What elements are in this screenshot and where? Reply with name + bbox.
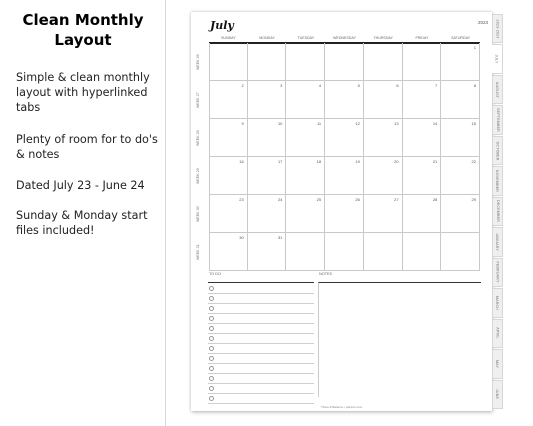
todo-line[interactable] bbox=[208, 314, 314, 324]
calendar-day-cell[interactable] bbox=[364, 233, 403, 271]
promo-bullet-1: Simple & clean monthly layout with hyperlinked tabs bbox=[16, 71, 150, 114]
notes-label: NOTES bbox=[319, 272, 333, 276]
tab-july[interactable] bbox=[492, 44, 503, 73]
weekday-friday: FRIDAY bbox=[415, 36, 429, 40]
todo-line[interactable] bbox=[208, 354, 314, 364]
calendar-day-cell[interactable] bbox=[286, 233, 325, 271]
calendar-day-cell[interactable] bbox=[403, 233, 442, 271]
tab-label: SEPTEMBER bbox=[495, 108, 500, 133]
tab-label: JANUARY bbox=[495, 232, 500, 251]
tab-label: MAY bbox=[495, 359, 500, 368]
page-footer: ©Sew & Balance • planner.com bbox=[320, 405, 363, 409]
tab-label: OCTOBER bbox=[495, 141, 500, 161]
day-number: 23 bbox=[239, 197, 244, 202]
checkbox-circle-icon[interactable] bbox=[209, 306, 214, 311]
calendar-day-cell[interactable] bbox=[403, 157, 442, 195]
checkbox-circle-icon[interactable] bbox=[209, 356, 214, 361]
weekday-monday: MONDAY bbox=[259, 36, 275, 40]
tab-june[interactable] bbox=[492, 380, 503, 409]
day-number: 31 bbox=[277, 235, 283, 240]
weekday-thursday: THURSDAY bbox=[373, 36, 393, 40]
calendar-day-cell[interactable] bbox=[325, 233, 364, 271]
calendar-day-cell[interactable] bbox=[209, 195, 248, 233]
calendar-day-cell[interactable] bbox=[325, 43, 364, 81]
todo-label: TO DO bbox=[209, 272, 221, 276]
tab-label: DECEMBER bbox=[495, 200, 500, 223]
day-number: 10 bbox=[277, 121, 283, 126]
calendar-day-cell[interactable] bbox=[286, 43, 325, 81]
calendar-grid bbox=[209, 43, 480, 271]
day-number: 4 bbox=[318, 83, 322, 88]
planner-page bbox=[191, 12, 492, 411]
checkbox-circle-icon[interactable] bbox=[209, 296, 214, 301]
tab-label: JUNE bbox=[495, 389, 500, 400]
promo-panel bbox=[0, 0, 166, 426]
promo-title-line1: Clean Monthly bbox=[22, 11, 144, 29]
tab-august[interactable] bbox=[492, 75, 503, 104]
todo-line[interactable] bbox=[208, 374, 314, 384]
tab-april[interactable] bbox=[492, 319, 503, 348]
day-number: 3 bbox=[280, 83, 283, 88]
day-number: 29 bbox=[471, 197, 476, 202]
notes-area[interactable] bbox=[318, 282, 481, 397]
tab-january[interactable] bbox=[492, 227, 503, 256]
tab-label: APRIL bbox=[495, 327, 500, 340]
todo-line[interactable] bbox=[208, 364, 314, 374]
calendar-day-cell[interactable] bbox=[441, 195, 480, 233]
day-number: 6 bbox=[396, 83, 399, 88]
day-number: 21 bbox=[432, 159, 438, 164]
calendar-day-cell[interactable] bbox=[403, 119, 442, 157]
calendar-day-cell[interactable] bbox=[209, 157, 248, 195]
tab-december[interactable] bbox=[492, 197, 503, 226]
promo-title bbox=[0, 10, 166, 50]
day-number: 28 bbox=[432, 197, 438, 202]
calendar-day-cell[interactable] bbox=[209, 81, 248, 119]
checkbox-circle-icon[interactable] bbox=[209, 386, 214, 391]
calendar-day-cell[interactable] bbox=[286, 81, 325, 119]
calendar-day-cell[interactable] bbox=[325, 81, 364, 119]
tab-label: JULY bbox=[494, 54, 499, 64]
weekday-sunday: SUNDAY bbox=[220, 36, 236, 40]
month-tabs bbox=[492, 14, 504, 410]
day-number: 11 bbox=[316, 121, 322, 126]
calendar-day-cell[interactable] bbox=[248, 195, 287, 233]
day-number: 17 bbox=[277, 159, 283, 164]
todo-line[interactable] bbox=[208, 394, 314, 404]
day-number: 30 bbox=[239, 235, 244, 240]
day-number: 13 bbox=[394, 121, 399, 126]
day-number: 5 bbox=[357, 83, 360, 88]
day-number: 14 bbox=[432, 121, 438, 126]
todo-line[interactable] bbox=[208, 324, 314, 334]
tab-label: MARCH bbox=[495, 295, 500, 310]
calendar-day-cell[interactable] bbox=[325, 195, 364, 233]
week-label: WEEK 28 bbox=[196, 130, 200, 146]
checkbox-circle-icon[interactable] bbox=[209, 366, 214, 371]
day-number: 2 bbox=[241, 83, 244, 88]
checkbox-circle-icon[interactable] bbox=[209, 396, 214, 401]
day-number: 27 bbox=[394, 197, 399, 202]
todo-line[interactable] bbox=[208, 294, 314, 304]
panel-divider bbox=[165, 0, 166, 426]
todo-line[interactable] bbox=[208, 304, 314, 314]
day-number: 26 bbox=[355, 197, 360, 202]
year-label: 2023 bbox=[477, 20, 488, 25]
tab-label: AUGUST bbox=[495, 81, 500, 98]
calendar-day-cell[interactable] bbox=[364, 195, 403, 233]
calendar-day-cell[interactable] bbox=[286, 195, 325, 233]
calendar-day-cell[interactable] bbox=[403, 195, 442, 233]
checkbox-circle-icon[interactable] bbox=[209, 286, 214, 291]
weekday-tuesday: TUESDAY bbox=[297, 36, 315, 40]
calendar-day-cell[interactable] bbox=[248, 43, 287, 81]
calendar-day-cell[interactable] bbox=[325, 119, 364, 157]
tab-november[interactable] bbox=[492, 166, 503, 195]
calendar-day-cell[interactable] bbox=[441, 81, 480, 119]
calendar-day-cell[interactable] bbox=[248, 119, 287, 157]
tab-october[interactable] bbox=[492, 136, 503, 165]
checkbox-circle-icon[interactable] bbox=[209, 346, 214, 351]
promo-bullet-3: Dated July 23 - June 24 bbox=[16, 179, 145, 192]
calendar-day-cell[interactable] bbox=[248, 233, 287, 271]
calendar-day-cell[interactable] bbox=[209, 43, 248, 81]
day-number: 18 bbox=[316, 159, 322, 164]
tab-february[interactable] bbox=[492, 258, 503, 287]
calendar-day-cell[interactable] bbox=[403, 43, 442, 81]
month-title: July bbox=[210, 19, 234, 32]
week-label: WEEK 29 bbox=[196, 168, 200, 184]
calendar-day-cell[interactable] bbox=[441, 43, 480, 81]
calendar-day-cell[interactable] bbox=[248, 81, 287, 119]
tab-may[interactable] bbox=[492, 349, 503, 378]
todo-line[interactable] bbox=[208, 334, 314, 344]
calendar-day-cell[interactable] bbox=[248, 157, 287, 195]
week-label: WEEK 26 bbox=[196, 54, 200, 70]
calendar-day-cell[interactable] bbox=[441, 233, 480, 271]
todo-rule bbox=[208, 282, 314, 283]
calendar-day-cell[interactable] bbox=[403, 81, 442, 119]
day-number: 12 bbox=[355, 121, 360, 126]
promo-bullet-2: Plenty of room for to do's & notes bbox=[16, 133, 158, 161]
weekday-saturday: SATURDAY bbox=[451, 36, 471, 40]
checkbox-circle-icon[interactable] bbox=[209, 316, 214, 321]
calendar-day-cell[interactable] bbox=[286, 119, 325, 157]
weekday-wednesday: WEDNESDAY bbox=[333, 36, 356, 40]
week-label: WEEK 27 bbox=[196, 92, 200, 108]
day-number: 24 bbox=[277, 197, 283, 202]
day-number: 8 bbox=[473, 83, 476, 88]
day-number: 16 bbox=[239, 159, 244, 164]
tab-march[interactable] bbox=[492, 288, 503, 317]
day-number: 19 bbox=[355, 159, 360, 164]
todo-line[interactable] bbox=[208, 384, 314, 394]
tab-label: 2023-2024 bbox=[495, 19, 500, 39]
tab-label: FEBRUARY bbox=[495, 261, 500, 283]
week-label: WEEK 31 bbox=[196, 244, 200, 260]
calendar-day-cell[interactable] bbox=[441, 119, 480, 157]
calendar-day-cell[interactable] bbox=[364, 157, 403, 195]
promo-bullet-4: Sunday & Monday start files included! bbox=[16, 209, 148, 237]
todo-line[interactable] bbox=[208, 344, 314, 354]
promo-title-line2: Layout bbox=[54, 31, 112, 49]
calendar-day-cell[interactable] bbox=[364, 43, 403, 81]
calendar-day-cell[interactable] bbox=[209, 233, 248, 271]
tab-september[interactable] bbox=[492, 105, 503, 134]
tab-2023-2024[interactable] bbox=[492, 14, 503, 43]
day-number: 15 bbox=[471, 121, 476, 126]
calendar-day-cell[interactable] bbox=[364, 81, 403, 119]
day-number: 25 bbox=[316, 197, 322, 202]
calendar-day-cell[interactable] bbox=[286, 157, 325, 195]
day-number: 22 bbox=[471, 159, 476, 164]
calendar-day-cell[interactable] bbox=[364, 119, 403, 157]
day-number: 9 bbox=[241, 121, 244, 126]
tab-label: NOVEMBER bbox=[495, 169, 500, 193]
calendar-day-cell[interactable] bbox=[209, 119, 248, 157]
week-label: WEEK 30 bbox=[196, 206, 200, 222]
day-number: 1 bbox=[473, 45, 476, 50]
calendar-day-cell[interactable] bbox=[441, 157, 480, 195]
checkbox-circle-icon[interactable] bbox=[209, 326, 214, 331]
day-number: 20 bbox=[394, 159, 399, 164]
todo-line[interactable] bbox=[208, 284, 314, 294]
day-number: 7 bbox=[435, 83, 438, 88]
checkbox-circle-icon[interactable] bbox=[209, 336, 214, 341]
checkbox-circle-icon[interactable] bbox=[209, 376, 214, 381]
calendar-day-cell[interactable] bbox=[325, 157, 364, 195]
